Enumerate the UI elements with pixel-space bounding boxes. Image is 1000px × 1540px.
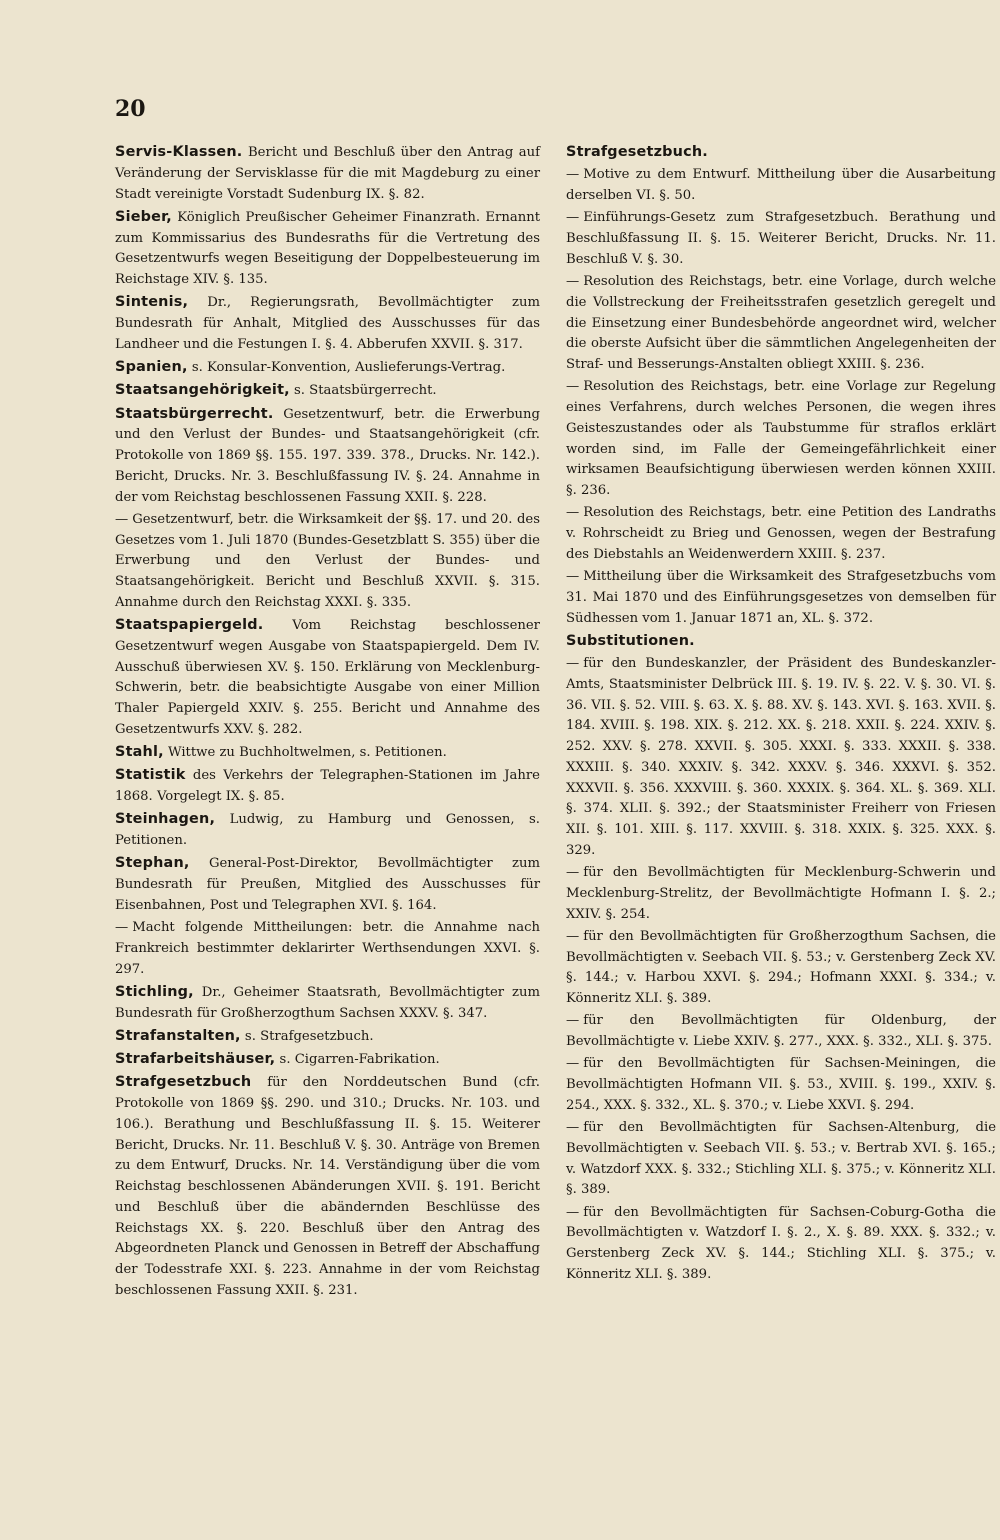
entry-head: Statistik <box>115 767 186 784</box>
right-column <box>566 142 996 1287</box>
index-entry <box>115 853 540 916</box>
index-entry <box>115 742 540 764</box>
index-entry <box>115 1049 540 1071</box>
entry-dash: — <box>566 928 580 944</box>
index-entry <box>115 982 540 1025</box>
entry-text: Gesetzentwurf, betr. die Wirksamkeit der §§. 17. und 20. des Gesetzes vom 1. Juli 1870 (Bundes-Gesetzblatt S. 355) über die Erwerbung und den Verlust der Bundes- und Staatsangehörigkeit. Bericht und Beschluß XXVII. §. 315. Annahme durch den Reichstag XXXI. §. 335. <box>115 511 540 610</box>
index-entry <box>566 142 996 164</box>
entry-text: Mittheilung über die Wirksamkeit des Strafgesetzbuchs vom 31. Mai 1870 und des Einführungsgesetzes von demselben für Südhessen vom 1. Januar 1871 an, XL. §. 372. <box>566 569 996 626</box>
entry-text: für den Bevollmächtigten für Sachsen-Altenburg, die Bevollmächtigten v. Seebach VII. §. 53.; v. Bertrab XVI. §. 165.; v. Watzdorf XXX. §. 332.; Stichling XLI. §. 375.; v. Könneritz XLI. §. 389. <box>566 1120 996 1198</box>
entry-dash: — <box>566 569 580 584</box>
entry-head: Strafanstalten, <box>115 1027 241 1044</box>
index-subentry <box>566 1203 996 1286</box>
index-subentry <box>566 272 996 376</box>
entry-dash: — <box>566 1204 580 1220</box>
entry-head: Stahl, <box>115 744 164 760</box>
index-entry <box>115 207 540 291</box>
index-entry <box>115 1026 540 1048</box>
entry-text: Resolution des Reichstags, betr. eine Vorlage, durch welche die Vollstreckung der Freiheitsstrafen gesetzlich geregelt und die Einsetzung einer Bundesbehörde angeordnet wird, welcher die oberste Aufsicht über die sämmtlichen Angelegenheiten der Straf- und Besserungs-Anstalten obliegt XXIII. §. 236. <box>566 274 996 372</box>
entry-text: für den Bevollmächtigten für Sachsen-Coburg-Gotha die Bevollmächtigten v. Watzdorf I. §. 2., X. §. 89. XXX. §. 332.; v. Gerstenberg Zeck XV. §. 144.; Stichling XLI. §. 375.; v. Könneritz XLI. §. 389. <box>566 1204 996 1282</box>
entry-dash: — <box>566 1013 580 1029</box>
entry-dash: — <box>566 865 580 880</box>
entry-head: Spanien, <box>115 359 188 375</box>
entry-dash: — <box>566 1120 580 1135</box>
entry-text: General-Post-Direktor, Bevollmächtigter zum Bundesrath für Preußen, Mitglied des Ausschusses für Eisenbahnen, Post und Telegraphen XVI. §. 164. <box>115 856 540 913</box>
entry-text: Dr., Regierungsrath, Bevollmächtigter zum Bundesrath für Anhalt, Mitglied des Ausschusses für das Landheer und die Festungen I. §. 4. Abberufen XXVII. §. 317. <box>115 295 540 352</box>
entry-text: Motive zu dem Entwurf. Mittheilung über die Ausarbeitung derselben VI. §. 50. <box>566 167 996 203</box>
entry-text: Dr., Geheimer Staatsrath, Bevollmächtigter zum Bundesrath für Großherzogthum Sachsen XXXV. §. 347. <box>115 984 540 1021</box>
entry-head: Strafarbeitshäuser, <box>115 1051 276 1067</box>
entry-dash: — <box>566 274 580 289</box>
index-entry <box>115 380 540 402</box>
index-subentry <box>566 377 996 502</box>
entry-text: für den Bevollmächtigten für Mecklenburg-Schwerin und Mecklenburg-Strelitz, der Bevollmächtigte Hofmann I. §. 2.; XXIV. §. 254. <box>566 865 996 922</box>
entry-head: Strafgesetzbuch. <box>566 144 708 160</box>
entry-text: Königlich Preußischer Geheimer Finanzrath. Ernannt zum Kommissarius des Bundesraths für die Vertretung des Gesetzentwurfs wegen Beseitigung der Doppelbesteuerung im Reichstage XIV. §. 135. <box>115 209 540 287</box>
entry-text: s. Konsular-Konvention, Auslieferungs-Vertrag. <box>191 360 506 375</box>
page-number: 20 <box>115 96 146 122</box>
entry-text: für den Bevollmächtigten für Oldenburg, der Bevollmächtigte v. Liebe XXIV. §. 277., XXX. §. 332., XLI. §. 375. <box>566 1013 996 1049</box>
index-subentry <box>566 503 996 565</box>
entry-head: Stephan, <box>115 855 190 872</box>
entry-dash: — <box>566 167 580 183</box>
entry-head: Staatspapiergeld. <box>115 617 264 633</box>
entry-head: Sintenis, <box>115 294 189 311</box>
entry-head: Sieber, <box>115 208 172 225</box>
entry-text: des Verkehrs der Telegraphen-Stationen im Jahre 1868. Vorgelegt IX. §. 85. <box>115 768 540 804</box>
index-subentry <box>566 567 996 629</box>
entry-text: Macht folgende Mittheilungen: betr. die Annahme nach Frankreich bestimmter deklarirter Werthsendungen XXVI. §. 297. <box>115 920 540 977</box>
entry-head: Substitutionen. <box>566 632 695 649</box>
entry-text: Wittwe zu Buchholtwelmen, s. Petitionen. <box>168 745 447 760</box>
entry-text: für den Bundeskanzler, der Präsident des Bundeskanzler-Amts, Staatsminister Delbrück III. §. 19. IV. §. 22. V. §. 30. VI. §. 36. VII. §. 52. VIII. §. 63. X. §. 88. XV. §. 143. XVI. §. 163. XVII. §. 184. XVIII. §. 198. XIX. §. 212. XX. §. 218. XXII. §. 224. XXIV. §. 252. XXV. §. 278. XXVII. §. 305. XXXI. §. 333. XXXII. §. 338. XXXIII. §. 340. XXXIV. §. 342. XXXV. §. 346. XXXVI. §. 352. XXXVII. §. 356. XXXVIII. §. 360. XXXIX. §. 364. XL. §. 369. XLI. §. 374. XLII. §. 392.; der Staatsminister Freiherr von Friesen XII. §. 101. XIII. §. 117. XXVIII. §. 318. XXIX. §. 325. XXX. §. 329. <box>566 656 996 858</box>
index-subentry <box>566 654 996 862</box>
entry-head: Strafgesetzbuch <box>115 1074 252 1091</box>
index-subentry <box>115 918 540 980</box>
entry-dash: — <box>566 656 580 671</box>
entry-text: Gesetzentwurf, betr. die Erwerbung und den Verlust der Bundes- und Staatsangehörigkeit (cfr. Protokolle von 1869 §§. 155. 197. 339. 378., Drucks. Nr. 142.). Bericht, Drucks. Nr. 3. Beschlußfassung IV. §. 24. Annahme in der vom Reichstag beschlossenen Fassung XXII. §. 228. <box>115 406 540 505</box>
index-subentry <box>566 1011 996 1053</box>
entry-text: für den Norddeutschen Bund (cfr. Protokolle von 1869 §§. 290. und 310.; Drucks. Nr. 103. und 106.). Berathung und Beschlußfassung II. §. 15. Weiterer Bericht, Drucks. Nr. 11. Beschluß V. §. 30. Anträge von Bremen zu dem Entwurf, Drucks. Nr. 14. Verständigung über die vom Reichstag beschlossenen Abänderungen XVII. §. 191. Bericht und Beschluß über die abändernden Beschlüsse des Reichstags XX. §. 220. Beschluß über den Antrag des Abgeordneten Planck und Genossen in Betreff der Abschaffung der Todesstrafe XXI. §. 223. Annahme in der vom Reichstag beschlossenen Fassung XXII. §. 231. <box>115 1075 540 1298</box>
index-entry <box>566 631 996 653</box>
entry-dash: — <box>566 379 580 395</box>
index-subentry <box>566 863 996 925</box>
index-entry <box>115 765 540 808</box>
index-subentry <box>566 208 996 270</box>
entry-text: Resolution des Reichstags, betr. eine Vorlage zur Regelung eines Verfahrens, durch welches Personen, die wegen ihres Geisteszustandes oder als Taubstumme für straflos erklärt worden sind, im Falle der Gemeingefährlichkeit einer wirksamen Beaufsichtigung überwiesen werden können XXIII. §. 236. <box>566 379 996 498</box>
entry-text: Resolution des Reichstags, betr. eine Petition des Landraths v. Rohrscheidt zu Brieg und Genossen, wegen der Bestrafung des Diebstahls an Weidenwerdern XXIII. §. 237. <box>566 505 996 562</box>
index-subentry <box>566 1054 996 1116</box>
index-subentry <box>566 165 996 207</box>
index-entry <box>115 404 540 509</box>
index-subentry <box>115 510 540 614</box>
entry-text: für den Bevollmächtigten für Großherzogthum Sachsen, die Bevollmächtigten v. Seebach VII. §. 53.; v. Gerstenberg Zeck XV. §. 144.; v. Harbou XXVI. §. 294.; Hofmann XXXI. §. 334.; v. Könneritz XLI. §. 389. <box>566 928 996 1006</box>
index-entry <box>115 615 540 741</box>
index-subentry <box>566 927 996 1010</box>
entry-head: Staatsbürgerrecht. <box>115 405 274 422</box>
entry-head: Servis-Klassen. <box>115 144 243 160</box>
entry-dash: — <box>566 1056 580 1072</box>
entry-text: Vom Reichstag beschlossener Gesetzentwurf wegen Ausgabe von Staatspapiergeld. Dem IV. Ausschuß überwiesen XV. §. 150. Erklärung von Mecklenburg-Schwerin, betr. die beabsichtigte Ausgabe von einer Million Thaler Papiergeld XXIV. §. 255. Bericht und Annahme des Gesetzentwurfs XXV. §. 282. <box>115 618 540 737</box>
entry-text: s. Strafgesetzbuch. <box>244 1028 374 1044</box>
entry-dash: — <box>115 511 129 527</box>
left-column <box>115 142 540 1303</box>
index-entry <box>115 809 540 852</box>
entry-text: Einführungs-Gesetz zum Strafgesetzbuch. Berathung und Beschlußfassung II. §. 15. Weiterer Bericht, Drucks. Nr. 11. Beschluß V. §. 30. <box>566 210 996 267</box>
entry-text: s. Cigarren-Fabrikation. <box>279 1052 440 1067</box>
entry-dash: — <box>115 920 129 935</box>
entry-head: Staatsangehörigkeit, <box>115 382 290 399</box>
index-entry <box>115 292 540 355</box>
index-entry <box>115 1072 540 1301</box>
entry-text: für den Bevollmächtigten für Sachsen-Meiningen, die Bevollmächtigten Hofmann VII. §. 53., XVIII. §. 199., XXIV. §. 254., XXX. §. 332., XL. §. 370.; v. Liebe XXVI. §. 294. <box>566 1056 996 1113</box>
entry-text: Ludwig, zu Hamburg und Genossen, s. Petitionen. <box>115 812 540 848</box>
entry-head: Steinhagen, <box>115 811 216 828</box>
index-entry <box>115 357 540 379</box>
entry-head: Stichling, <box>115 983 194 1000</box>
entry-dash: — <box>566 505 580 521</box>
index-subentry <box>566 1118 996 1201</box>
entry-dash: — <box>566 210 580 226</box>
entry-text: s. Staatsbürgerrecht. <box>294 383 437 399</box>
entry-text: Bericht und Beschluß über den Antrag auf Veränderung der Servisklasse für die mit Magdeburg zu einer Stadt vereinigte Vorstadt Sudenburg IX. §. 82. <box>115 145 540 202</box>
index-entry <box>115 142 540 205</box>
